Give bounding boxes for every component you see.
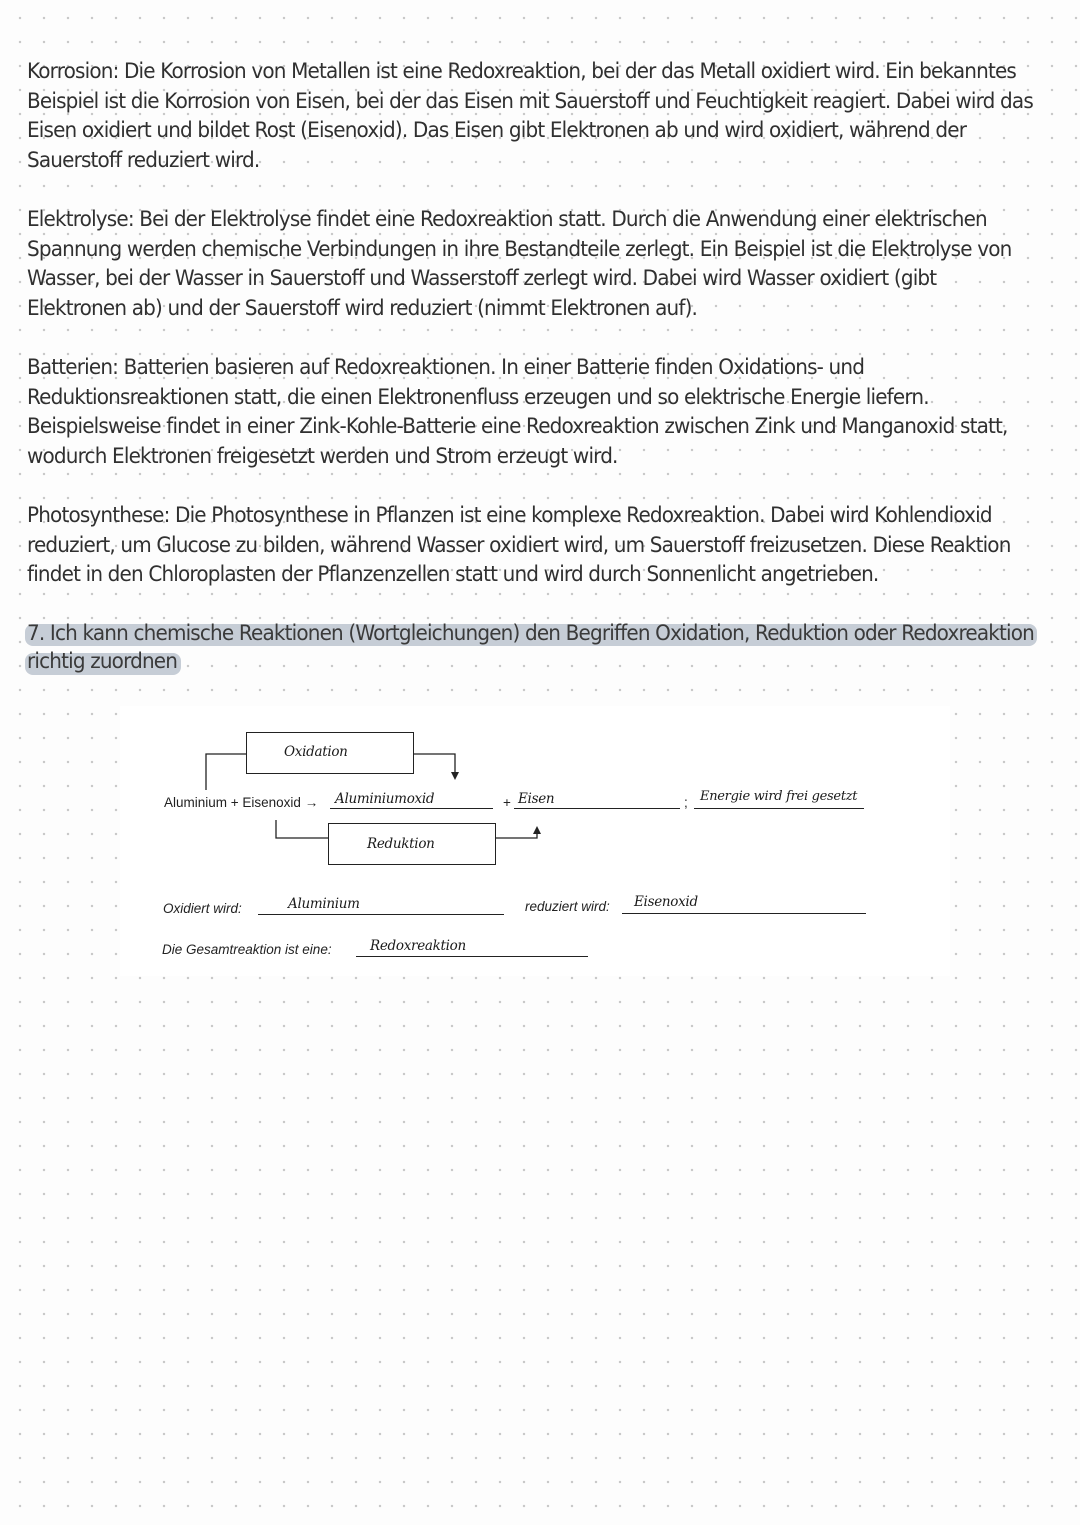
reduction-label: Reduktion — [367, 836, 435, 852]
text-line: Reduktionsreaktionen statt, die einen Elektronenfluss erzeugen und so elektrische Energie liefern. — [27, 384, 929, 410]
answer-gesamt: Redoxreaktion — [370, 938, 466, 954]
section-heading — [27, 620, 1034, 676]
equation-reactants: Aluminium + Eisenoxid → — [164, 795, 319, 810]
oxidation-label: Oxidation — [284, 744, 348, 760]
equation-plus: + — [503, 795, 511, 810]
heading-line: richtig zuordnen — [27, 649, 178, 674]
answer-energy: Energie wird frei gesetzt — [700, 789, 858, 804]
text-line: Wasser, bei der Wasser in Sauerstoff und Wasserstoff zerlegt wird. Dabei wird Wasser oxidiert (gibt — [27, 266, 937, 291]
answer-line — [356, 956, 588, 957]
text-line: Photosynthese: Die Photosynthese in Pflanzen ist eine komplexe Redoxreaktion. Dabei wird Kohlendioxid — [27, 503, 992, 528]
answer-line — [330, 808, 493, 809]
text-line: Elektrolyse: Bei der Elektrolyse findet eine Redoxreaktion statt. Durch die Anwendung einer elektrischen — [27, 207, 987, 232]
answer-line — [694, 808, 864, 809]
oxidiert-label: Oxidiert wird: — [163, 901, 242, 916]
text-line: Beispielsweise findet in einer Zink-Kohle-Batterie eine Redoxreaktion zwischen Zink und Manganoxid statt, — [27, 414, 1008, 439]
equation-semicolon: ; — [684, 795, 688, 810]
text-line: Beispiel ist die Korrosion von Eisen, bei der das Eisen mit Sauerstoff und Feuchtigkeit reagiert. Dabei wird das — [27, 88, 1033, 114]
text-line: findet in den Chloroplasten der Pflanzenzellen statt und wird durch Sonnenlicht angetrieben. — [27, 562, 879, 587]
text-line: Korrosion: Die Korrosion von Metallen ist eine Redoxreaktion, bei der das Metall oxidiert wird. Ein bekanntes — [27, 59, 1017, 84]
text-line: wodurch Elektronen freigesetzt werden und Strom erzeugt wird. — [27, 443, 618, 469]
answer-line — [258, 914, 504, 915]
answer-oxidiert: Aluminium — [288, 896, 360, 912]
paragraph-elektrolyse — [27, 205, 1012, 323]
answer-reduziert: Eisenoxid — [634, 894, 698, 910]
paragraph-batterien — [27, 353, 1008, 471]
text-line: Batterien: Batterien basieren auf Redoxreaktionen. In einer Batterie finden Oxidations- und — [27, 355, 865, 380]
answer-product-1: Aluminiumoxid — [335, 791, 435, 807]
text-line: Spannung werden chemische Verbindungen in ihre Bestandteile zerlegt. Ein Beispiel ist die Elektrolyse von — [27, 236, 1012, 262]
text-line: Eisen oxidiert und bildet Rost (Eisenoxid). Das Eisen gibt Elektronen ab und wird oxidiert, während der — [27, 118, 967, 143]
reduziert-label: reduziert wird: — [525, 899, 610, 914]
answer-product-2: Eisen — [518, 791, 555, 807]
paragraph-photosynthese — [27, 501, 1011, 590]
text-line: Elektronen ab) und der Sauerstoff wird reduziert (nimmt Elektronen auf). — [27, 295, 698, 321]
heading-line: 7. Ich kann chemische Reaktionen (Wortgleichungen) den Begriffen Oxidation, Reduktion oder Redoxreaktion — [27, 621, 1034, 646]
text-line: reduziert, um Glucose zu bilden, während Wasser oxidiert wird, um Sauerstoff freizusetzen. Diese Reaktion — [27, 532, 1011, 558]
worksheet-image — [120, 706, 950, 976]
answer-line — [622, 913, 866, 914]
text-line: Sauerstoff reduziert wird. — [27, 147, 260, 173]
paragraph-korrosion — [27, 57, 1033, 175]
gesamt-label: Die Gesamtreaktion ist eine: — [162, 942, 332, 957]
answer-line — [514, 808, 680, 809]
